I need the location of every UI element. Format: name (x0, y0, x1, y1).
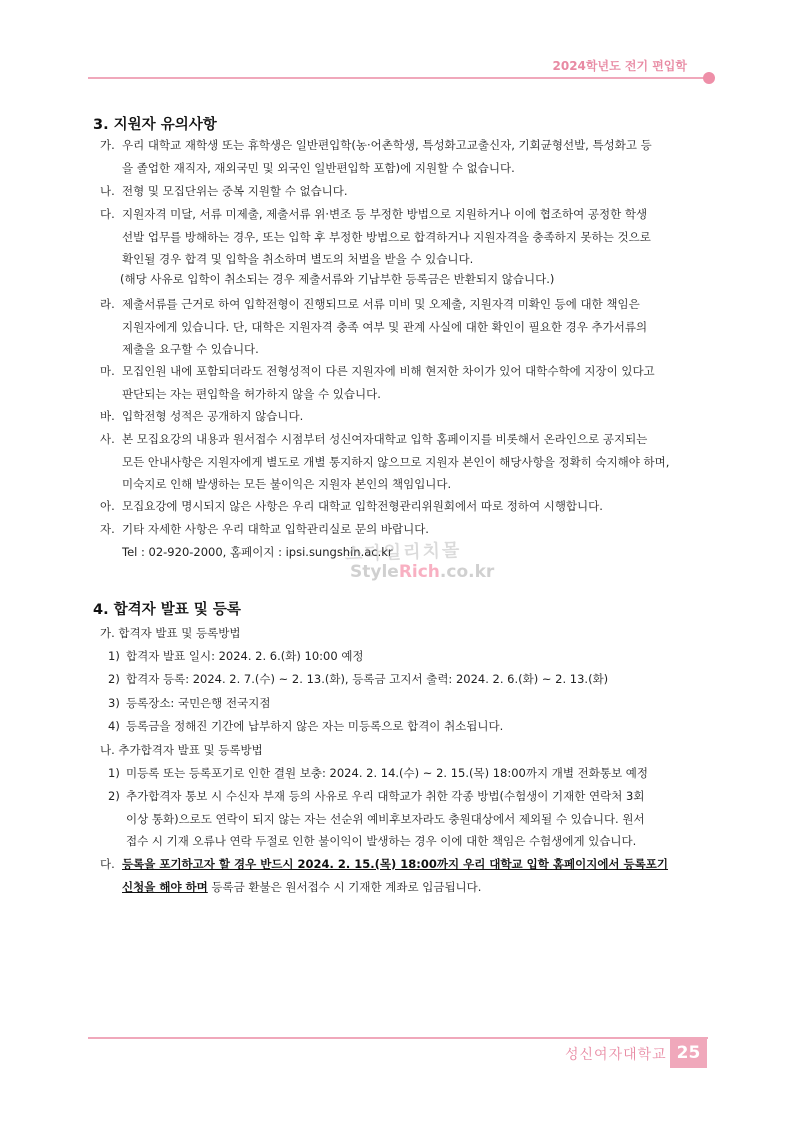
sub-item-line: 이상 통화)으로도 연락이 되지 않는 자는 선순위 예비후보자라도 충원대상에서 제외될 수 있습니다. 원서 (126, 811, 645, 826)
sub-item-line: 미등록 또는 등록포기로 인한 결원 보충: 2024. 2. 14.(수) ~ 2. 15.(목) 18:00까지 개별 전화통보 예정 (126, 766, 648, 780)
list-item-line: 본 모집요강의 내용과 원서접수 시점부터 성신여자대학교 입학 홈페이지를 비롯해서 온라인으로 공지되는 (122, 432, 648, 446)
header-divider (88, 77, 708, 79)
sub-marker: 1) (108, 649, 120, 663)
page-number: 25 (670, 1038, 707, 1068)
list-item-4 (100, 293, 710, 361)
list-marker: 라. (100, 297, 115, 311)
sub-item-text: 합격자 발표 일시: 2024. 2. 6.(화) 10:00 예정 (126, 649, 364, 663)
list-item-ga-heading: 가. 합격자 발표 및 등록방법 (100, 626, 241, 640)
list-item-na-heading: 나. 추가합격자 발표 및 등록방법 (100, 743, 263, 757)
watermark-text: 스타일리치몰 (344, 539, 462, 566)
sub-marker: 3) (108, 696, 120, 710)
list-item-line: 모집요강에 명시되지 않은 사항은 우리 대학교 입학전형관리위원회에서 따로 정하여 시행합니다. (122, 499, 603, 513)
list-item-line: 선발 업무를 방해하는 경우, 또는 입학 후 부정한 방법으로 합격하거나 지원자격을 충족하지 못하는 것으로 (122, 229, 651, 244)
list-item-2 (100, 180, 710, 203)
list-item-line: 지원자에게 있습니다. 단, 대학은 지원자격 충족 여부 및 관계 사실에 대한 확인이 필요한 경우 추가서류의 (122, 319, 648, 334)
running-header-title: 2024학년도 전기 편입학 (552, 59, 687, 73)
sub-item-text: 등록금을 정해진 기간에 납부하지 않은 자는 미등록으로 합격이 취소됩니다. (126, 719, 504, 733)
list-item-line: 미숙지로 인해 발생하는 모든 불이익은 지원자 본인의 책임입니다. (122, 477, 452, 491)
header-dot-ornament (703, 72, 715, 84)
footer-divider (88, 1037, 708, 1039)
sub-marker: 2) (108, 789, 120, 803)
list-item-3 (100, 203, 710, 271)
list-marker: 사. (100, 432, 115, 446)
sub-item-ga-2 (108, 668, 710, 691)
list-marker: 다. (100, 207, 115, 221)
list-item-7 (100, 428, 710, 496)
sub-item-na-1 (108, 762, 710, 785)
list-item-da: 다. 등록을 포기하고자 할 경우 반드시 2024. 2. 15.(목) 18:00까지 우리 대학교 입학 홈페이지에서 등록포기 신청을 해야 하며 등록금 환불은 원서접수 시 기재한 계좌로 입금됩니다. (100, 853, 710, 898)
list-item-line: Tel : 02-920-2000, 홈페이지 : ipsi.sungshin.ac.kr (122, 544, 393, 559)
list-marker: 아. (100, 499, 115, 513)
list-item-line: 입학전형 성적은 공개하지 않습니다. (122, 409, 304, 423)
sub-item-ga-4 (108, 715, 710, 738)
emphasized-notice-cont: 신청을 해야 하며 (122, 879, 208, 894)
list-item-line: 제출서류를 근거로 하여 입학전형이 진행되므로 서류 미비 및 오제출, 지원자격 미확인 등에 대한 책임은 (122, 297, 640, 311)
list-item-line: 우리 대학교 재학생 또는 휴학생은 일반편입학(농·어촌학생, 특성화고교출신자, 기회균형선발, 특성화고 등 (122, 138, 652, 152)
refund-note: (해당 사유로 입학이 취소되는 경우 제출서류와 기납부한 등록금은 반환되지 않습니다.) (120, 272, 555, 286)
list-marker: 자. (100, 522, 115, 536)
list-item-line: 을 졸업한 재직자, 재외국민 및 외국인 일반편입학 포함)에 지원할 수 없습니다. (122, 160, 515, 175)
list-item-8 (100, 495, 710, 518)
list-item-line: 모집인원 내에 포함되더라도 전형성적이 다른 지원자에 비해 현저한 차이가 있어 대학수학에 지장이 있다고 (122, 364, 655, 378)
sub-marker: 2) (108, 672, 120, 686)
list-item-1 (100, 134, 710, 179)
list-item-5 (100, 360, 710, 405)
emphasized-notice: 등록을 포기하고자 할 경우 반드시 2024. 2. 15.(목) 18:00까지 우리 대학교 입학 홈페이지에서 등록포기 (122, 857, 668, 871)
list-item-line: 기타 자세한 사항은 우리 대학교 입학관리실로 문의 바랍니다. (122, 522, 429, 536)
list-item-line: 확인될 경우 합격 및 입학을 취소하며 별도의 처벌을 받을 수 있습니다. (122, 252, 474, 266)
list-item-line: 모든 안내사항은 지원자에게 별도로 개별 통지하지 않으므로 지원자 본인이 해당사항을 정확히 숙지해야 하며, (122, 454, 670, 469)
sub-item-na-2 (108, 785, 710, 853)
list-item-line: 지원자격 미달, 서류 미제출, 제출서류 위·변조 등 부정한 방법으로 지원하거나 이에 협조하여 공정한 학생 (122, 207, 648, 221)
list-marker: 마. (100, 364, 115, 378)
watermark-logo: StyleRich.co.kr (350, 562, 495, 582)
sub-marker: 1) (108, 766, 120, 780)
sub-item-text: 등록장소: 국민은행 전국지점 (126, 696, 271, 710)
list-item-line: 전형 및 모집단위는 중복 지원할 수 없습니다. (122, 184, 348, 198)
list-marker: 나. (100, 184, 115, 198)
sub-item-line: 접수 시 기재 오류나 연락 두절로 인한 불이익이 발생하는 경우 이에 대한 책임은 수험생에게 있습니다. (126, 834, 637, 848)
list-marker: 가. (100, 138, 115, 152)
sub-item-ga-1 (108, 645, 710, 668)
sub-item-line: 추가합격자 통보 시 수신자 부재 등의 사유로 우리 대학교가 취한 각종 방법(수험생이 기재한 연락처 3회 (126, 789, 645, 803)
section-3-title: 3. 지원자 유의사항 (93, 117, 217, 133)
sub-item-ga-3 (108, 692, 710, 715)
section-4-title: 4. 합격자 발표 및 등록 (93, 602, 241, 618)
sub-marker: 4) (108, 719, 120, 733)
list-marker: 다. (100, 857, 115, 871)
list-item-line: 판단되는 자는 편입학을 허가하지 않을 수 있습니다. (122, 386, 381, 401)
list-item-6 (100, 405, 710, 428)
list-item-line: 제출을 요구할 수 있습니다. (122, 342, 259, 356)
list-marker: 바. (100, 409, 115, 423)
footer-university-name: 성신여자대학교 (565, 1047, 667, 1063)
sub-item-text: 합격자 등록: 2024. 2. 7.(수) ~ 2. 13.(화), 등록금 고지서 출력: 2024. 2. 6.(화) ~ 2. 13.(화) (126, 672, 609, 686)
